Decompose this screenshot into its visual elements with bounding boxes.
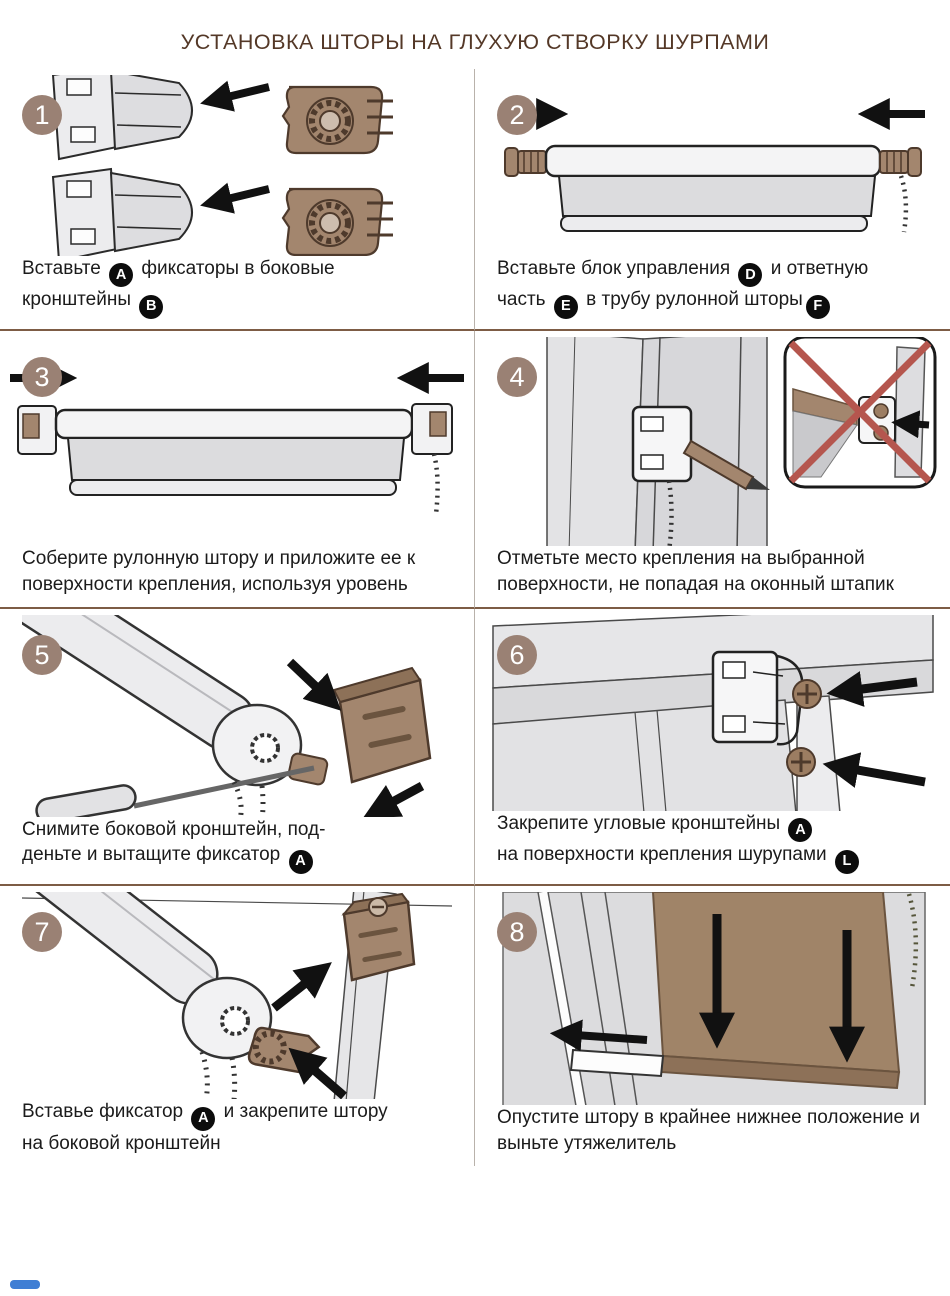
screw-shape [787, 748, 815, 776]
arrow-up-right-icon [274, 970, 322, 1008]
step-4-panel [475, 331, 950, 609]
chain-shape [434, 454, 438, 514]
step-2-illustration [475, 75, 950, 256]
screwdriver-shape [35, 768, 314, 817]
step-6-number-badge: 6 [497, 635, 537, 675]
step-7-caption: Вставье фиксатор A и закрепите штору на боковой кронштейн [22, 1100, 388, 1154]
chain-shape [262, 786, 263, 817]
letter-badge-a: A [289, 850, 313, 874]
step-5-illustration [0, 615, 474, 817]
letter-badge-d: D [738, 263, 762, 287]
arrow-left-icon [211, 87, 269, 101]
step-4-number-badge: 4 [497, 357, 537, 397]
letter-badge-a: A [191, 1107, 215, 1131]
step-2-drawing-tube-and-plugs [493, 88, 933, 243]
arrow-down-left-icon [374, 786, 422, 812]
chain-shape [901, 176, 906, 232]
right-bracket-shape [412, 404, 452, 454]
chain-shape [232, 1058, 235, 1098]
corner-bracket-shape [334, 668, 430, 782]
step-8-panel [475, 886, 950, 1166]
step-6-panel [475, 609, 950, 886]
step-4-illustration [475, 337, 950, 546]
letter-badge-f: F [806, 295, 830, 319]
step-4-drawing-marking-position [485, 337, 940, 546]
step-3-caption: Соберите рулонную штору и приложите ее к поверхности крепления, используя уровень [22, 548, 416, 595]
step-1-panel [0, 69, 475, 331]
step-2-number-badge: 2 [497, 95, 537, 135]
step-8-drawing-lower-blind [485, 892, 940, 1105]
step-2-panel [475, 69, 950, 331]
fixator-shape [283, 87, 393, 153]
control-unit-plug [505, 148, 546, 176]
step-8-illustration [475, 892, 950, 1105]
arrow-down-right-icon [290, 662, 332, 702]
step-5-panel [0, 609, 475, 886]
step-6-drawing-screw-bracket [485, 615, 940, 811]
step-5-number-badge: 5 [22, 635, 62, 675]
blind-fabric-shape [653, 892, 899, 1088]
letter-badge-b: B [139, 295, 163, 319]
steps-grid [0, 69, 950, 1166]
wrong-placement-inset [785, 337, 935, 487]
step-3-panel [0, 331, 475, 609]
letter-badge-l: L [835, 850, 859, 874]
chain-shape [234, 782, 241, 817]
screw-shape [793, 680, 821, 708]
step-8-number-badge: 8 [497, 912, 537, 952]
step-3-drawing-assembled-blind [6, 362, 468, 522]
step-6-illustration [475, 615, 950, 811]
step-2-caption: Вставьте блок управления D и ответную часть E в трубу рулонной шторы F [475, 256, 950, 329]
step-7-number-badge: 7 [22, 912, 62, 952]
step-1-number-badge: 1 [22, 95, 62, 135]
step-7-drawing-attach-blind [22, 892, 452, 1099]
chain-shape [202, 1052, 207, 1098]
bracket-shape [633, 407, 691, 481]
mounted-bracket-shape [344, 894, 414, 980]
bottom-accent-bar [10, 1280, 40, 1289]
arrow-left-icon [835, 766, 925, 782]
step-7-illustration [0, 892, 474, 1099]
step-1-drawing-brackets-and-fixators [37, 75, 437, 256]
step-4-caption: Отметьте место крепления на выбранной поверхности, не попадая на оконный штапик [497, 548, 894, 595]
step-5-drawing-remove-bracket [22, 615, 452, 817]
step-3-number-badge: 3 [22, 357, 62, 397]
step-7-panel [0, 886, 475, 1166]
letter-badge-a: A [788, 818, 812, 842]
roller-blind-shape [56, 410, 412, 495]
letter-badge-a: A [109, 263, 133, 287]
step-3-illustration [0, 337, 474, 546]
step-6-caption: Закрепите угловые кронштейны A на поверхности крепления шурупами L [475, 811, 950, 884]
counterpart-plug [880, 148, 921, 176]
step-5-caption: Снимите боковой кронштейн, под- деньте и вытащите фиксатор A [0, 817, 474, 884]
step-1-illustration [0, 75, 474, 256]
bracket-and-fixator-group [53, 75, 393, 159]
roller-blind-shape [546, 146, 880, 231]
arrow-left-icon [901, 423, 929, 425]
page-title: УСТАНОВКА ШТОРЫ НА ГЛУХУЮ СТВОРКУ ШУРПАМИ [180, 30, 770, 54]
step-8-caption: Опустите штору в крайнее нижнее положение и выньте утяжелитель [497, 1107, 920, 1154]
left-bracket-shape [18, 406, 56, 454]
step-1-caption: Вставьте A фиксаторы в боковые кронштейны B [0, 256, 474, 329]
letter-badge-e: E [554, 295, 578, 319]
